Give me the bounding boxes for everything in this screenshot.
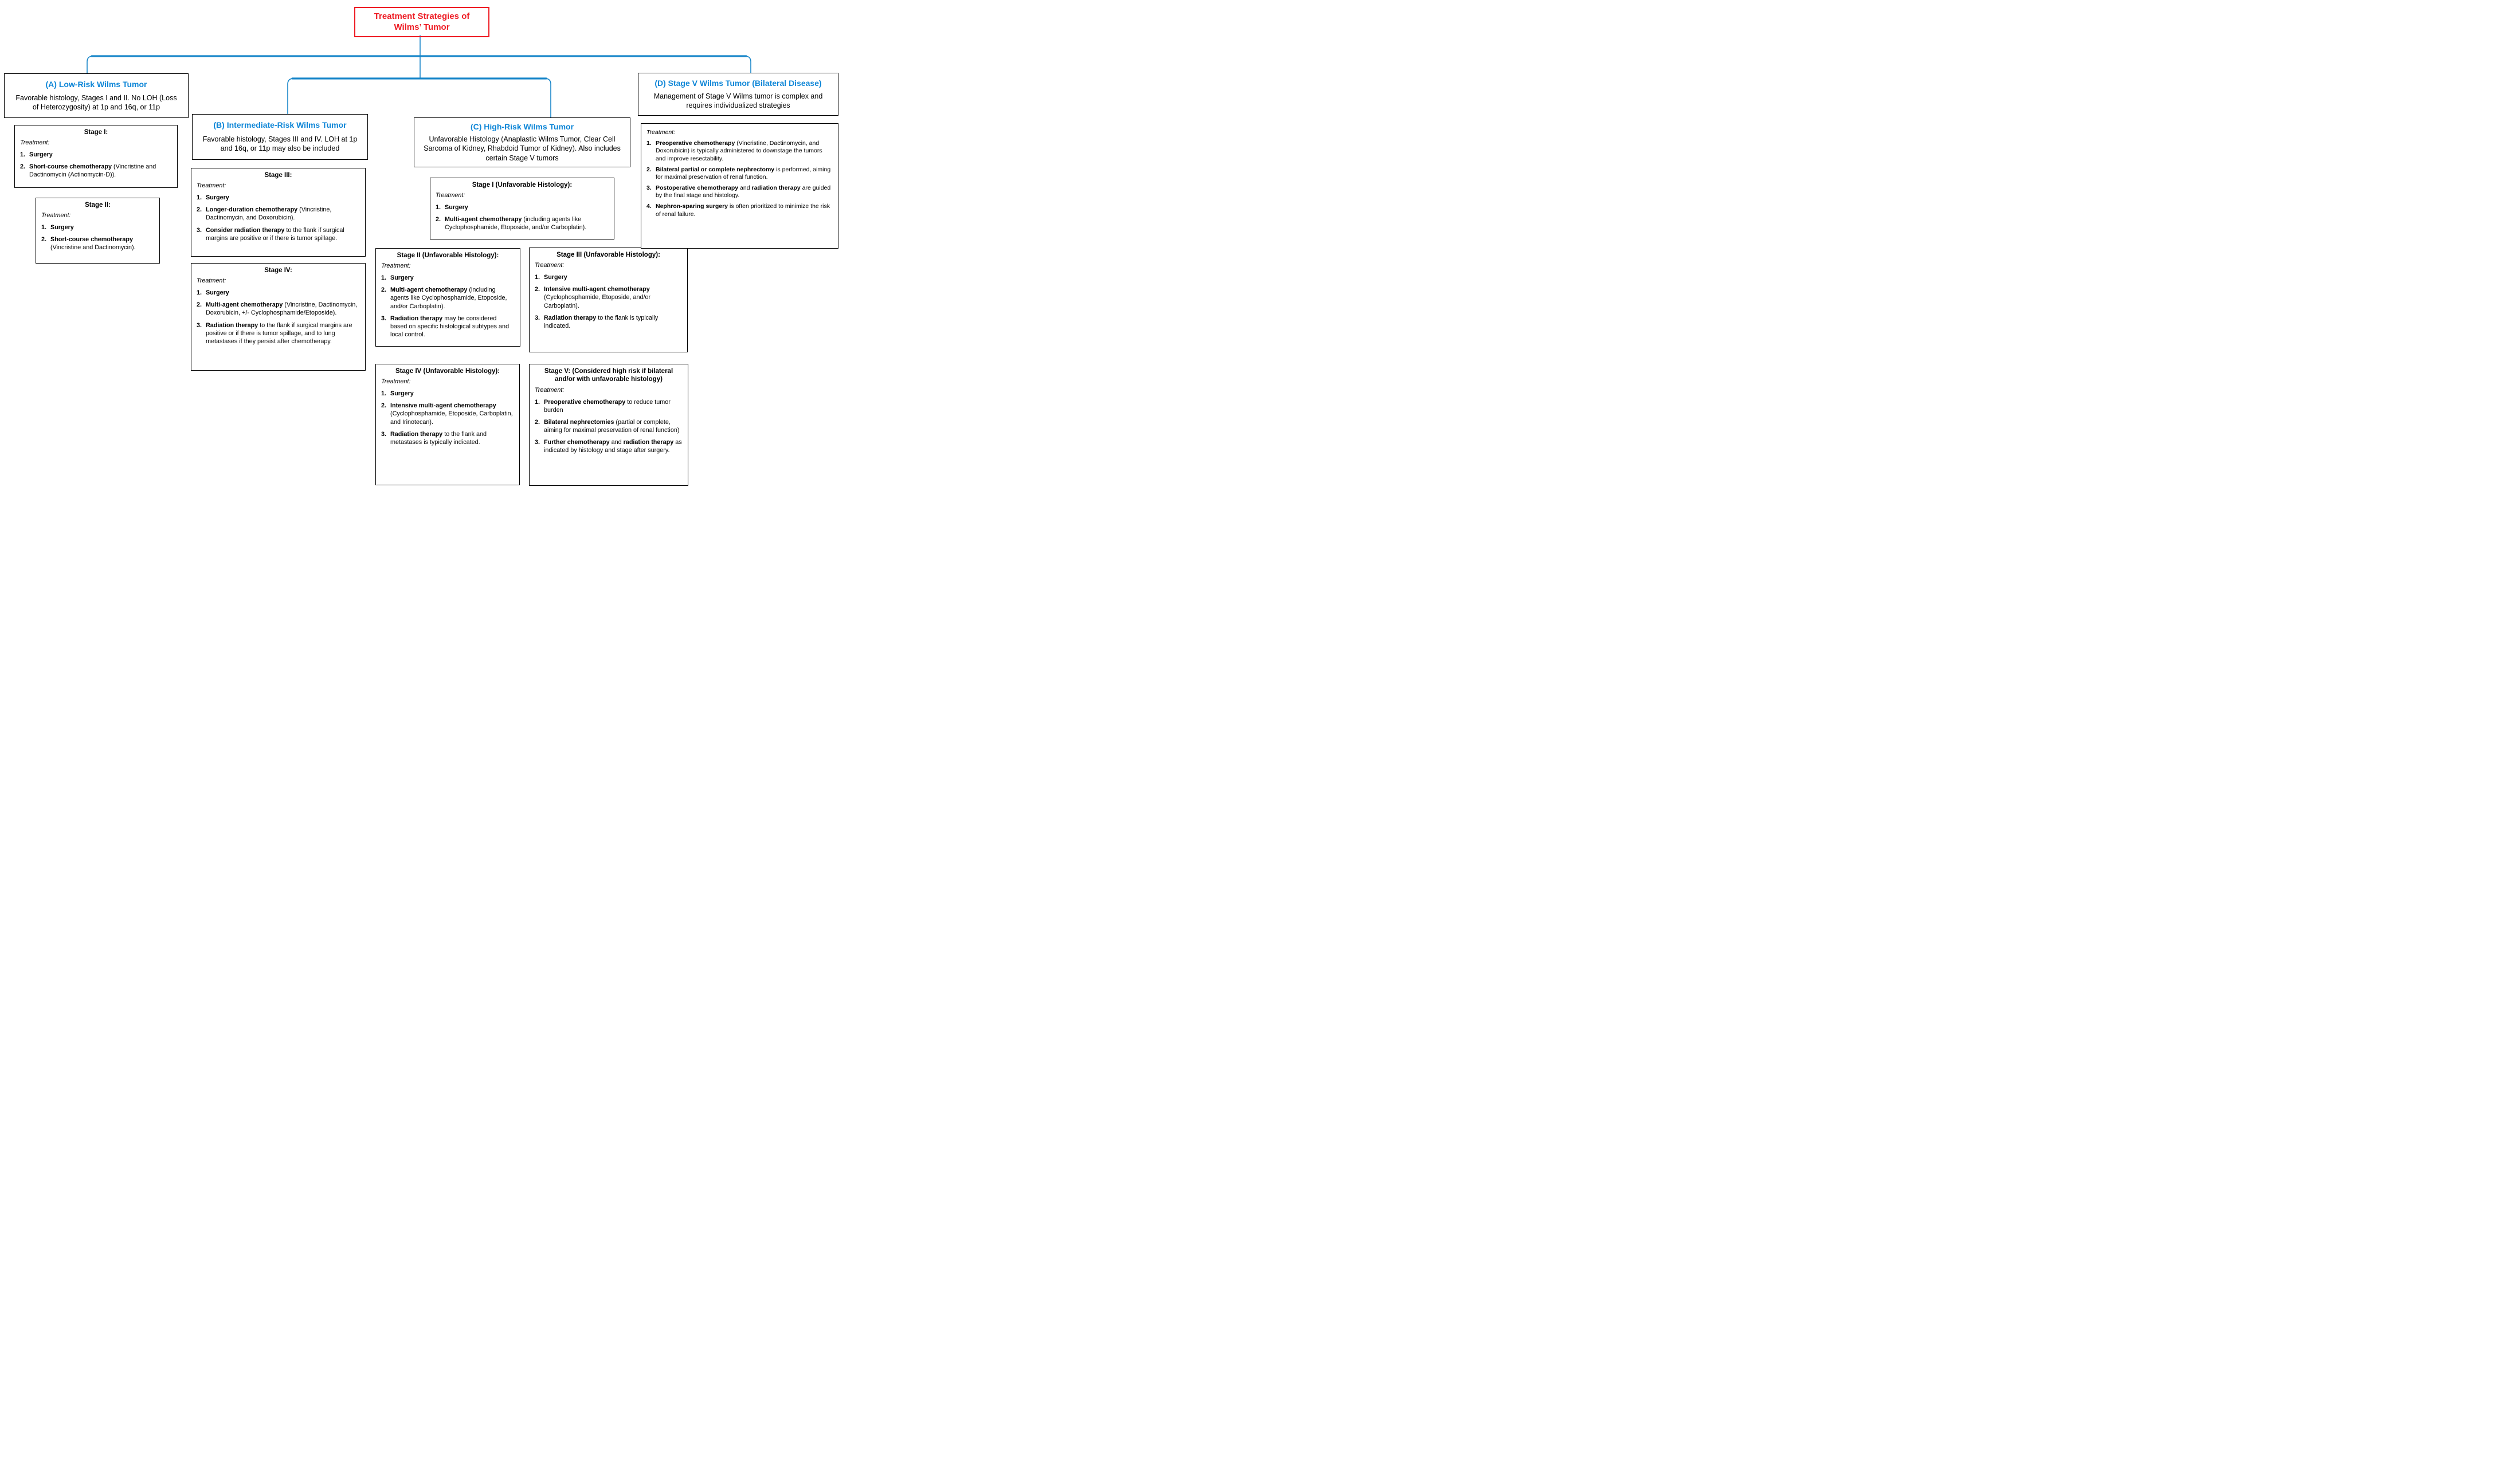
connector-inner-right-drop: [545, 78, 551, 117]
treatment-item: [41, 223, 154, 231]
text-segment: Preoperative chemotherapy: [544, 398, 626, 406]
stage-box-b-stage4: [191, 263, 366, 371]
stage-box-a-stage2: [36, 198, 160, 264]
item-number: 3.: [646, 184, 652, 191]
stage-box-c-stage2: [375, 248, 520, 347]
text-segment: Surgery: [544, 274, 567, 281]
text-segment: Bilateral nephrectomies: [544, 418, 614, 426]
text-segment: Longer-duration chemotherapy: [206, 206, 298, 214]
treatment-item: [381, 286, 515, 310]
treatment-item: [436, 203, 609, 211]
treatment-label: Treatment:: [197, 277, 226, 285]
treatment-item: [197, 194, 360, 202]
text-segment: Consider radiation therapy: [206, 226, 285, 234]
text-segment: (Vincristine, Dactinomycin, Doxorubicin, +/- Cyclophosphamide/Etoposide).: [206, 301, 358, 317]
item-number: 3.: [197, 226, 202, 234]
treatment-item: [535, 398, 683, 414]
item-number: 1.: [41, 224, 47, 231]
treatment-item: [197, 321, 360, 345]
stage-box-c-stage3: [529, 248, 688, 352]
text-segment: (including agents like Cyclophosphamide, Etoposide, and/or Carboplatin).: [445, 216, 587, 231]
item-number: 1.: [197, 289, 202, 297]
text-segment: Radiation therapy: [390, 315, 443, 322]
text-segment: to reduce tumor burden: [544, 398, 671, 414]
treatment-item: [381, 402, 514, 426]
text-segment: Multi-agent chemotherapy: [206, 301, 283, 309]
text-segment: Further chemotherapy: [544, 438, 610, 446]
treatment-item: [535, 418, 683, 434]
treatment-label: Treatment:: [535, 262, 565, 269]
treatment-label: Treatment:: [535, 386, 565, 394]
item-number: 1.: [381, 390, 387, 398]
treatment-item: [646, 203, 833, 218]
title-line-2: Wilms’ Tumor: [394, 22, 450, 32]
stage-box-a-stage1: [14, 125, 178, 188]
item-number: 2.: [381, 402, 387, 410]
stage-box-title: Stage V: (Considered high risk if bilateral and/or with unfavorable histology): [544, 368, 673, 383]
branch-heading: (C) High-Risk Wilms Tumor: [470, 122, 574, 132]
treatment-item: [381, 390, 514, 398]
item-text: [390, 390, 414, 398]
stage-box-d-treatment: [641, 123, 838, 249]
item-text: [206, 226, 360, 242]
text-segment: radiation therapy: [623, 438, 674, 446]
treatment-item: [381, 315, 515, 339]
text-segment: Radiation therapy: [206, 321, 258, 329]
item-number: 2.: [197, 301, 202, 309]
item-text: [29, 163, 172, 179]
branch-description: Management of Stage V Wilms tumor is complex and requires individualized strategies: [653, 92, 823, 110]
item-text: [544, 398, 683, 414]
treatment-label: Treatment:: [41, 212, 71, 219]
item-text: [544, 285, 682, 309]
treatment-item: [535, 438, 683, 454]
item-number: 2.: [381, 286, 387, 294]
text-segment: Short-course chemotherapy: [50, 236, 133, 243]
connector-outer-left-drop: [87, 56, 93, 73]
item-number: 1.: [646, 139, 652, 147]
text-segment: to the flank and metastases is typically indicated.: [390, 430, 487, 446]
text-segment: (Cyclophosphamide, Etoposide, Carboplatin, and Irinotecan).: [390, 410, 513, 426]
treatment-item: [41, 235, 154, 252]
item-number: 1.: [381, 274, 387, 282]
stage-box-c-stage1: [430, 178, 614, 239]
text-segment: radiation therapy: [751, 184, 801, 191]
treatment-label: Treatment:: [197, 182, 226, 190]
text-segment: Surgery: [50, 224, 74, 231]
text-segment: Multi-agent chemotherapy: [445, 216, 522, 223]
item-text: [390, 315, 515, 339]
item-number: 3.: [381, 430, 387, 438]
item-text: [206, 301, 360, 317]
item-number: 3.: [535, 314, 540, 321]
item-number: 1.: [436, 204, 441, 211]
branch-description: Unfavorable Histology (Anaplastic Wilms Tumor, Clear Cell Sarcoma of Kidney, Rhabdoid Tumor of Kidney). Also includes certain Stage V tumors: [424, 135, 621, 162]
text-segment: Intensive multi-agent chemotherapy: [390, 402, 496, 410]
text-segment: Surgery: [390, 390, 414, 398]
branch-description: Favorable histology, Stages I and II. No LOH (Loss of Heterozygosity) at 1p and 16q, or 11p: [15, 93, 177, 112]
text-segment: Surgery: [29, 151, 53, 159]
branch-header-stage-v-bilateral: [638, 73, 838, 116]
text-segment: (Vincristine, Dactinomycin, and Doxorubicin) is typically administered to downstage the tumors and improve resectability.: [656, 139, 822, 162]
treatment-label: Treatment:: [646, 129, 675, 136]
text-segment: Short-course chemotherapy: [29, 163, 112, 171]
text-segment: Surgery: [206, 194, 229, 202]
text-segment: (including agents like Cyclophosphamide, Etoposide, and/or Carboplatin).: [390, 286, 507, 310]
stage-box-c-stage4: [375, 364, 520, 485]
stage-box-title: Stage III (Unfavorable Histology):: [556, 252, 660, 258]
connector-inner-left-drop: [288, 78, 293, 114]
item-text: [544, 418, 683, 434]
item-text: [50, 223, 74, 231]
item-text: [656, 166, 833, 182]
branch-header-low-risk: [4, 73, 189, 118]
stage-box-title: Stage III:: [264, 172, 292, 179]
item-text: [206, 194, 229, 202]
treatment-item: [436, 215, 609, 231]
stage-box-title: Stage II:: [85, 202, 111, 209]
branch-heading: (B) Intermediate-Risk Wilms Tumor: [213, 120, 347, 130]
text-segment: to the flank is typically indicated.: [544, 314, 659, 329]
text-segment: Multi-agent chemotherapy: [390, 286, 468, 294]
item-text: [656, 203, 833, 218]
item-number: 3.: [197, 321, 202, 329]
item-number: 1.: [535, 398, 540, 406]
treatment-item: [197, 206, 360, 222]
text-segment: may be considered based on specific histological subtypes and local control.: [390, 315, 510, 338]
text-segment: Nephron-sparing surgery: [656, 203, 728, 210]
item-text: [445, 203, 468, 211]
text-segment: to the flank if surgical margins are positive or if there is tumor spillage.: [206, 226, 344, 242]
connector-outer-right-drop: [745, 56, 751, 73]
flowchart-canvas: [0, 0, 840, 488]
text-segment: Surgery: [445, 204, 468, 211]
text-segment: as indicated by histology and stage after surgery.: [544, 438, 682, 454]
branch-description: Favorable histology, Stages III and IV. LOH at 1p and 16q, or 11p may also be included: [202, 135, 358, 153]
item-number: 3.: [381, 315, 387, 322]
text-segment: and: [609, 438, 624, 446]
item-text: [544, 314, 682, 330]
item-number: 4.: [646, 203, 652, 210]
text-segment: Surgery: [390, 274, 414, 282]
stage-box-title: Stage II (Unfavorable Histology):: [397, 252, 499, 259]
item-text: [206, 206, 360, 222]
item-number: 2.: [41, 236, 47, 243]
item-text: [544, 273, 567, 281]
text-segment: and: [738, 184, 752, 191]
text-segment: (Vincristine and Dactinomycin).: [50, 244, 136, 252]
text-segment: Radiation therapy: [544, 314, 597, 321]
item-text: [390, 286, 515, 310]
treatment-label: Treatment:: [381, 378, 411, 386]
stage-box-title: Stage IV (Unfavorable Histology):: [395, 368, 500, 375]
item-number: 2.: [646, 166, 652, 173]
branch-heading: (A) Low-Risk Wilms Tumor: [45, 79, 147, 89]
text-segment: (Vincristine, Dactinomycin, and Doxorubicin).: [206, 206, 332, 222]
treatment-item: [646, 166, 833, 182]
text-segment: are guided by the final stage and histology.: [656, 184, 831, 199]
title-box: [354, 7, 489, 37]
item-number: 2.: [535, 286, 540, 293]
treatment-label: Treatment:: [436, 192, 465, 199]
treatment-item: [381, 430, 514, 446]
title-line-1: Treatment Strategies of: [374, 11, 470, 21]
treatment-item: [646, 184, 833, 200]
stage-box-title: Stage I (Unfavorable Histology):: [472, 182, 573, 188]
text-segment: Intensive multi-agent chemotherapy: [544, 286, 650, 293]
item-text: [50, 235, 154, 252]
item-number: 1.: [20, 151, 26, 159]
treatment-item: [535, 314, 682, 330]
text-segment: is performed, aiming for maximal preservation of renal function.: [656, 166, 831, 181]
item-number: 1.: [535, 274, 540, 281]
branch-header-intermediate-risk: [192, 114, 368, 160]
treatment-item: [381, 274, 515, 282]
treatment-item: [646, 140, 833, 163]
treatment-item: [197, 289, 360, 297]
item-number: 2.: [535, 418, 540, 426]
text-segment: (Vincristine and Dactinomycin (Actinomycin-D)).: [29, 163, 156, 179]
item-number: 2.: [20, 163, 26, 171]
stage-box-title: Stage I:: [84, 129, 108, 136]
treatment-label: Treatment:: [381, 262, 411, 270]
treatment-item: [197, 301, 360, 317]
treatment-item: [535, 285, 682, 309]
item-number: 3.: [535, 438, 540, 446]
item-text: [656, 140, 833, 163]
item-text: [390, 430, 514, 446]
treatment-item: [197, 226, 360, 242]
stage-box-c-stage5: [529, 364, 688, 486]
text-segment: (partial or complete, aiming for maximal preservation of renal function): [544, 418, 680, 434]
item-number: 2.: [197, 206, 202, 214]
text-segment: Preoperative chemotherapy: [656, 139, 735, 147]
item-text: [29, 151, 53, 159]
treatment-item: [535, 273, 682, 281]
item-number: 1.: [197, 194, 202, 202]
text-segment: Radiation therapy: [390, 430, 443, 438]
branch-heading: (D) Stage V Wilms Tumor (Bilateral Disease): [655, 78, 822, 88]
treatment-item: [20, 151, 172, 159]
item-text: [445, 215, 609, 231]
text-segment: Bilateral partial or complete nephrectomy: [656, 166, 775, 173]
treatment-label: Treatment:: [20, 139, 50, 147]
stage-box-b-stage3: [191, 168, 366, 257]
text-segment: (Cyclophosphamide, Etoposide, and/or Carboplatin).: [544, 294, 651, 309]
text-segment: is often prioritized to minimize the risk of renal failure.: [656, 203, 830, 218]
item-text: [544, 438, 683, 454]
text-segment: to the flank if surgical margins are positive or if there is tumor spillage, and to lung metastases if they persist after chemotherapy.: [206, 321, 352, 345]
branch-header-high-risk: [414, 117, 630, 167]
text-segment: Postoperative chemotherapy: [656, 184, 739, 191]
text-segment: Surgery: [206, 289, 229, 297]
item-text: [656, 184, 833, 200]
item-number: 2.: [436, 216, 441, 223]
item-text: [390, 274, 414, 282]
item-text: [390, 402, 514, 426]
item-text: [206, 321, 360, 345]
stage-box-title: Stage IV:: [264, 267, 292, 274]
item-text: [206, 289, 229, 297]
treatment-item: [20, 163, 172, 179]
